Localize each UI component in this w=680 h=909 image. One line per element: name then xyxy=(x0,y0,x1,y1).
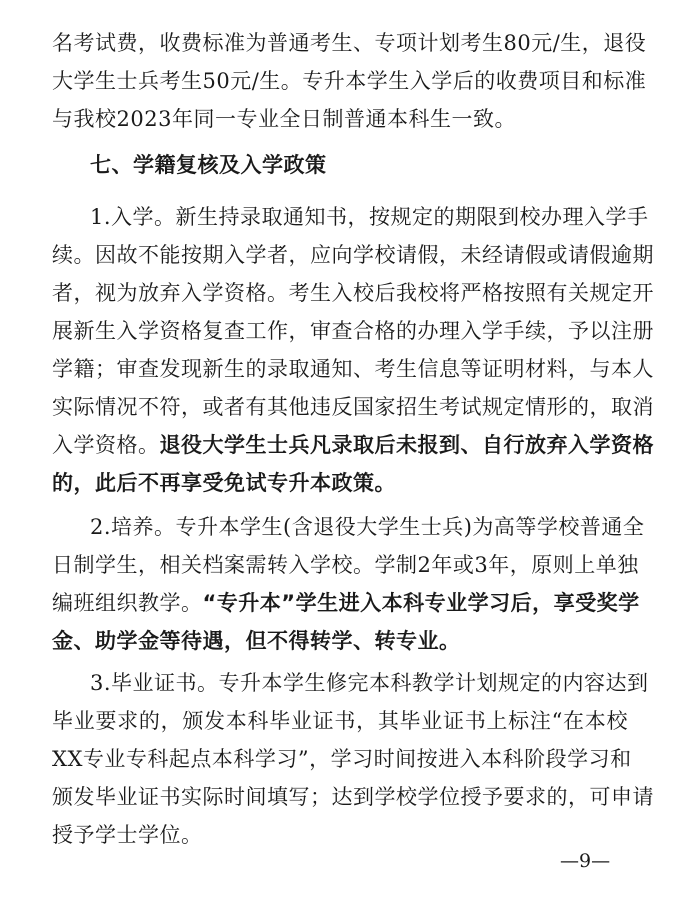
para3-line-5: 授予学士学位。 xyxy=(52,823,203,847)
para2-line-4: 金、助学金等待遇，但不得转学、转专业。 xyxy=(52,629,461,653)
para3-line-3: XX专业专科起点本科学习”，学习时间按进入本科阶段学习和 xyxy=(52,747,632,771)
para1-line-8: 的，此后不再享受免试专升本政策。 xyxy=(52,471,396,495)
para3-line-2: 毕业要求的，颁发本科毕业证书，其毕业证书上标注“在本校 xyxy=(52,709,628,733)
para1-line-7 xyxy=(52,430,654,460)
para2-line-3-regular: 编班组织教学。 xyxy=(52,591,203,615)
para1-line-1: 1.入学。新生持录取通知书，按规定的期限到校办理入学手 xyxy=(90,205,649,229)
para2-line-2: 日制学生，相关档案需转入学校。学制2年或3年，原则上单独 xyxy=(52,553,639,577)
para1-line-5: 学籍；审查发现新生的录取通知、考生信息等证明材料，与本人 xyxy=(52,357,654,381)
intro-line-3: 与我校2023年同一专业全日制普通本科生一致。 xyxy=(52,107,516,131)
para2-line-3-bold: “专升本”学生进入本科专业学习后，享受奖学 xyxy=(202,591,640,615)
page-number: —9— xyxy=(560,850,611,872)
para1-line-6: 实际情况不符，或者有其他违反国家招生考试规定情形的，取消 xyxy=(52,395,654,419)
para1-line-3: 者，视为放弃入学资格。考生入校后我校将严格按照有关规定开 xyxy=(52,281,654,305)
para1-line-2: 续。因故不能按期入学者，应向学校请假，未经请假或请假逾期 xyxy=(52,243,654,267)
para1-line-7-regular: 入学资格。 xyxy=(52,433,160,457)
intro-line-1: 名考试费，收费标准为普通考生、专项计划考生80元/生，退役 xyxy=(52,31,647,55)
para1-line-7-bold: 退役大学生士兵凡录取后未报到、自行放弃入学资格 xyxy=(159,433,654,457)
para3-line-4: 颁发毕业证书实际时间填写；达到学校学位授予要求的，可申请 xyxy=(52,785,654,809)
para2-line-1: 2.培养。专升本学生(含退役大学生士兵)为高等学校普通全 xyxy=(90,515,645,539)
para1-line-4: 展新生入学资格复查工作，审查合格的办理入学手续，予以注册 xyxy=(52,319,654,343)
intro-line-2: 大学生士兵考生50元/生。专升本学生入学后的收费项目和标准 xyxy=(52,69,647,93)
section-title: 七、学籍复核及入学政策 xyxy=(90,153,327,177)
para3-line-1: 3.毕业证书。专升本学生修完本科教学计划规定的内容达到 xyxy=(90,671,649,695)
para2-line-3 xyxy=(52,588,640,618)
